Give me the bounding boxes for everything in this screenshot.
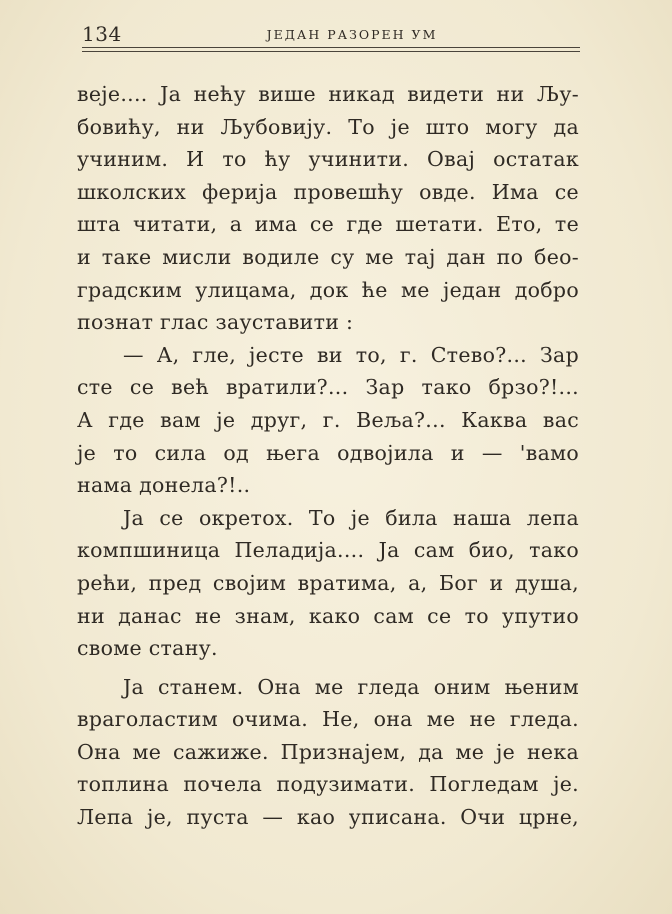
text-line: нама донела?!.. [77,473,251,498]
body-text [77,78,579,834]
text-line: компшиница Пеладија.... Ја сам био, тако [77,538,579,563]
text-line: Она ме сажиже. Признајем, да ме је нека [77,739,579,764]
text-line: градским улицама, док ће ме један добро [77,277,579,302]
text-line: шта читати, а има се где шетати. Ето, те [77,212,579,237]
header-rule-top [82,47,580,48]
text-line: топлина почела подузимати. Погледам је. [77,772,579,797]
running-head: ЈЕДАН РАЗОРЕН УМ [266,27,438,42]
header-rule-bottom [82,51,580,52]
page-number: 134 [82,22,122,46]
text-line: А где вам је друг, г. Веља?... Каква вас [77,407,579,432]
text-line: бовићу, ни Љубовију. То је што могу да [77,114,579,139]
text-line: учиним. И то ћу учинити. Овај остатак [77,147,579,172]
text-line: познат глас зауставити : [77,310,354,335]
text-line: школских ферија провешћу овде. Има се [77,179,579,204]
text-line: Лепа је, пуста — као уписана. Очи црне, [77,805,579,830]
text-line: сте се већ вратили?... Зар тако брзо?!... [77,375,579,400]
text-line: своме стану. [77,636,218,661]
text-line: — А, гле, јесте ви то, г. Стево?... Зар [123,342,579,367]
text-line: је то сила од њега одвојила и — 'вамо [77,440,579,465]
text-line: ни данас не знам, како сам се то упутио [77,603,579,628]
page-header [82,22,582,46]
text-line: Ја се окретох. То је била наша лепа [123,505,579,530]
text-line: Ја станем. Она ме гледа оним њеним [123,674,579,699]
text-line: рећи, пред својим вратима, а, Бог и душа, [77,570,579,595]
text-line: и таке мисли водиле су ме тај дан по бео- [77,244,579,269]
text-line: враголастим очима. Не, она ме не гледа. [77,707,579,732]
text-line: веје.... Ја нећу више никад видети ни Љу- [77,82,579,106]
